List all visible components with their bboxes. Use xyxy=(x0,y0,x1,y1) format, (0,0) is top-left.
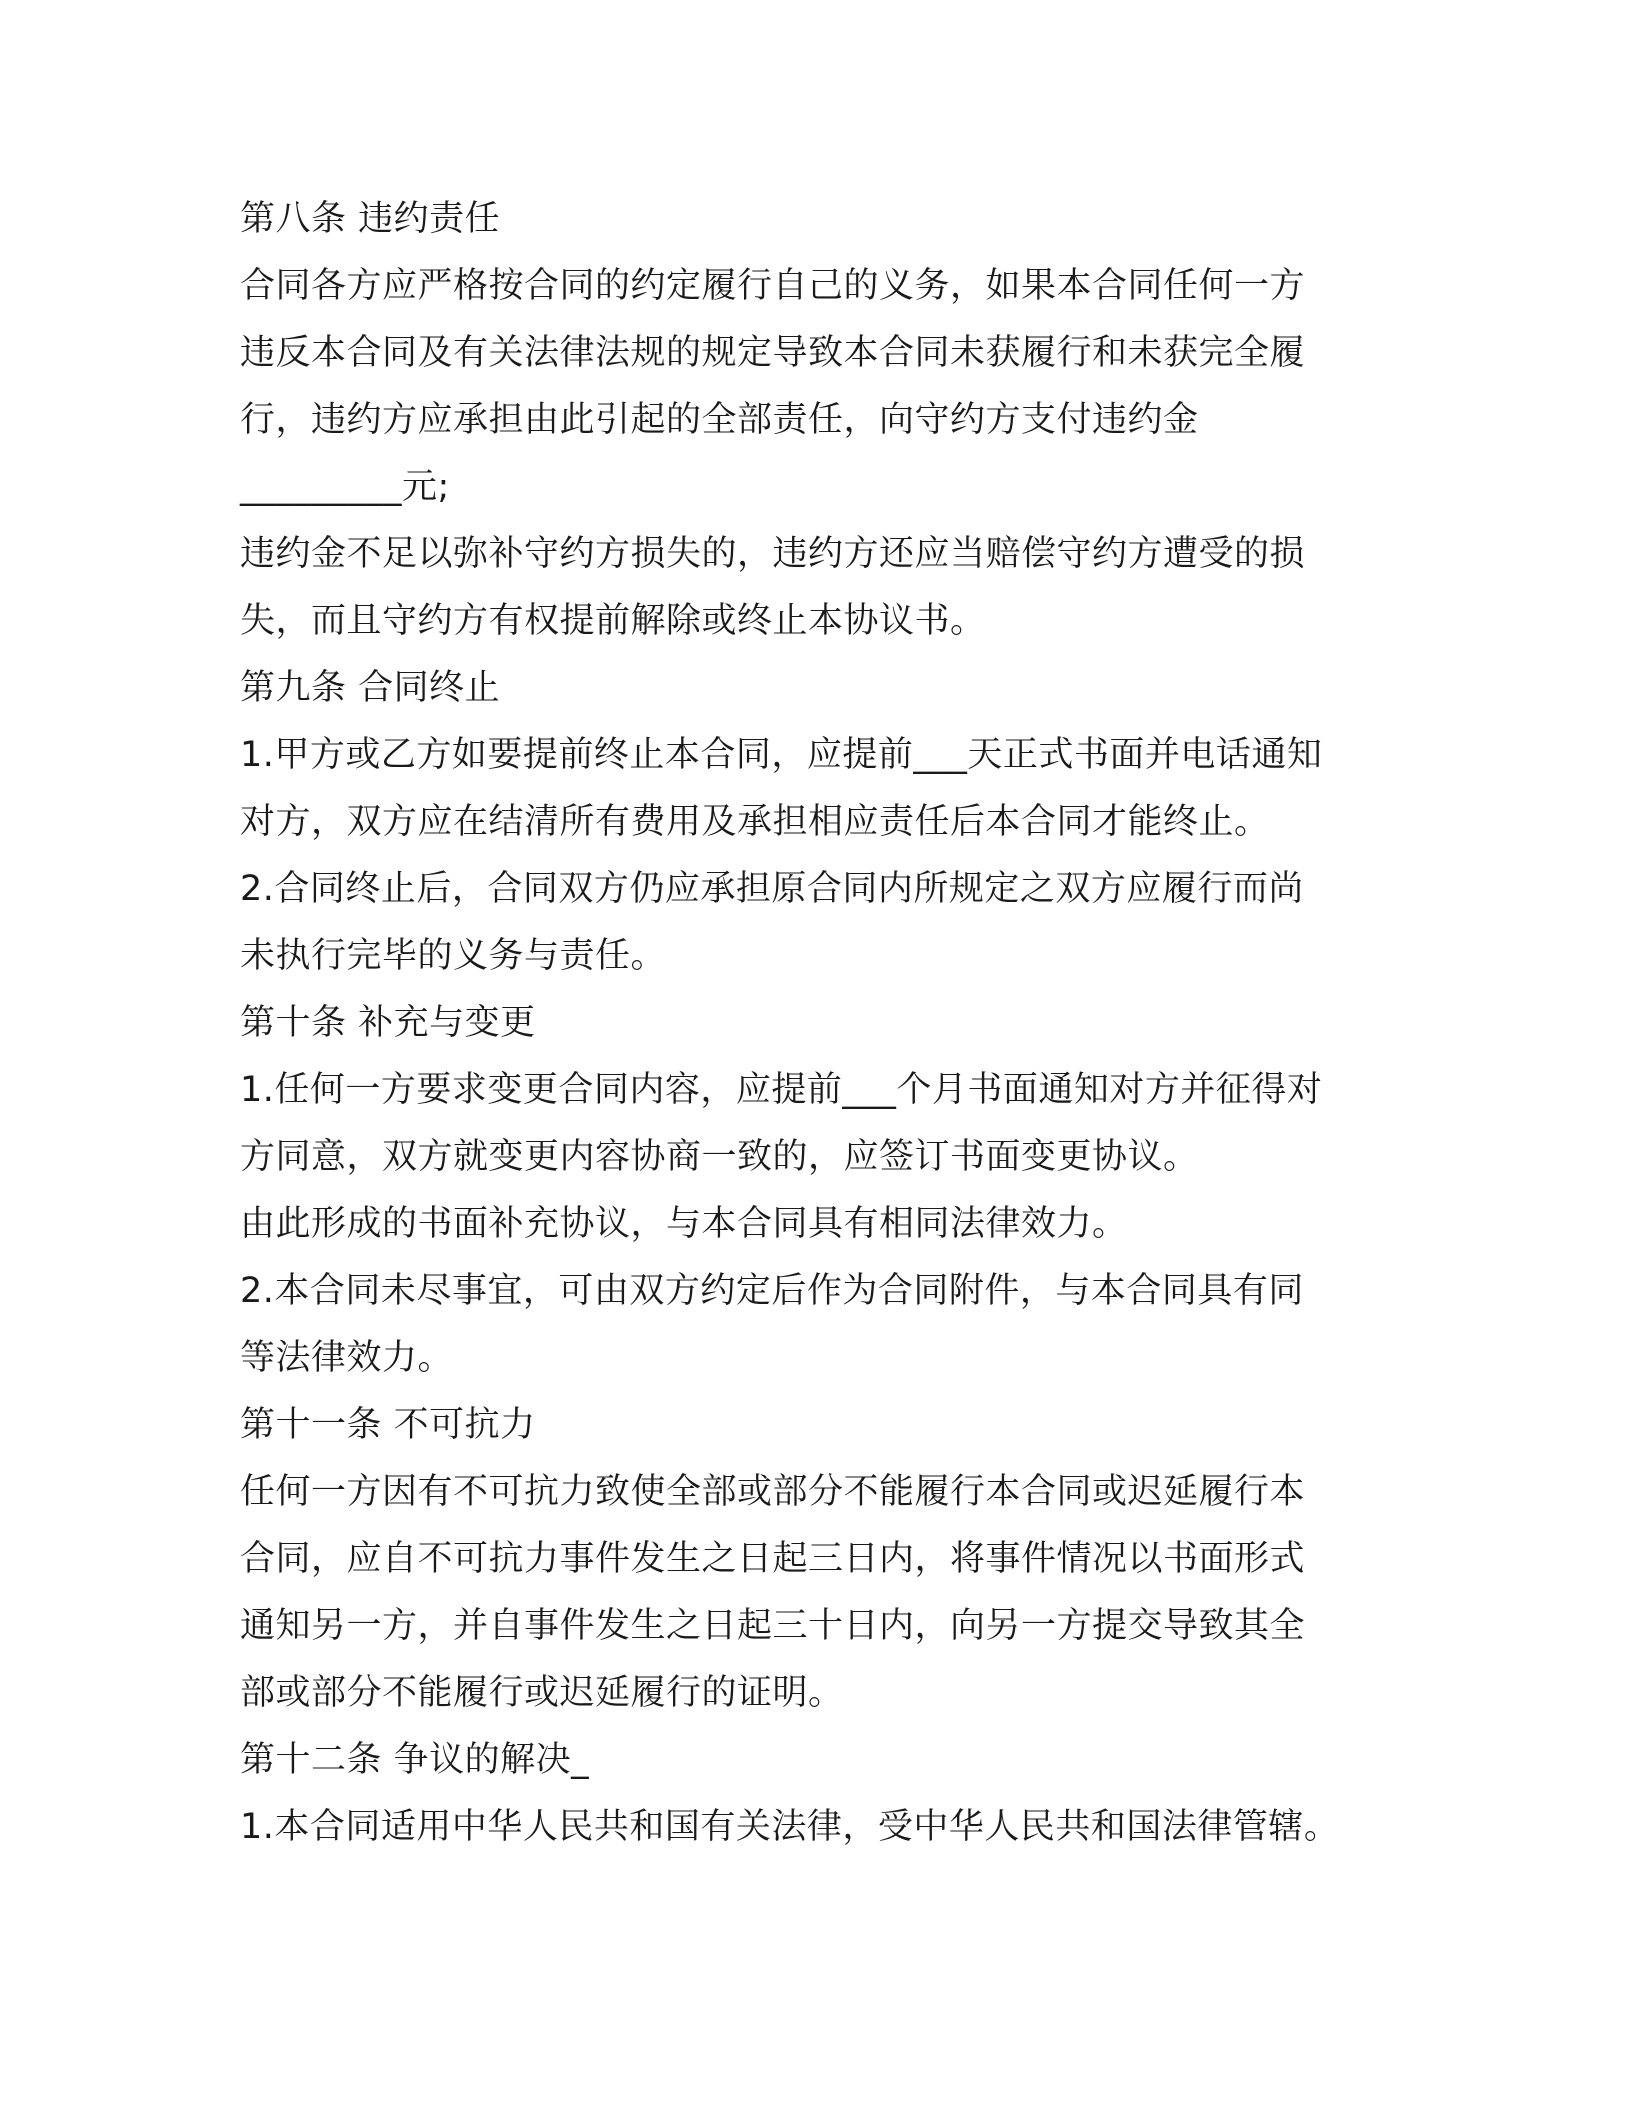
text-line: 合同各方应严格按合同的约定履行自己的义务，如果本合同任何一方 xyxy=(240,266,1306,306)
text-line: 违约金不足以弥补守约方损失的，违约方还应当赔偿守约方遭受的损 xyxy=(240,534,1306,574)
section-heading-12: 第十二条 争议的解决_ xyxy=(240,1740,590,1780)
text-line: 行，违约方应承担由此引起的全部责任，向守约方支付违约金 xyxy=(240,400,1199,440)
text-line: 2.本合同未尽事宜，可由双方约定后作为合同附件，与本合同具有同 xyxy=(240,1271,1304,1311)
section-heading-11: 第十一条 不可抗力 xyxy=(240,1405,536,1445)
text-line: 由此形成的书面补充协议，与本合同具有相同法律效力。 xyxy=(240,1204,1128,1244)
text-line: 1.甲方或乙方如要提前终止本合同，应提前___天正式书面并电话通知 xyxy=(240,735,1323,775)
section-heading-8: 第八条 违约责任 xyxy=(240,199,501,239)
document-body xyxy=(240,186,1400,1861)
text-line: _________元; xyxy=(240,467,450,507)
section-heading-9: 第九条 合同终止 xyxy=(240,668,501,708)
text-line: 未执行完毕的义务与责任。 xyxy=(240,936,667,976)
text-line: 通知另一方，并自事件发生之日起三十日内，向另一方提交导致其全 xyxy=(240,1606,1306,1646)
text-line: 方同意，双方就变更内容协商一致的，应签订书面变更协议。 xyxy=(240,1137,1199,1177)
section-heading-10: 第十条 补充与变更 xyxy=(240,1003,536,1043)
text-line: 合同，应自不可抗力事件发生之日起三日内，将事件情况以书面形式 xyxy=(240,1539,1306,1579)
text-line: 任何一方因有不可抗力致使全部或部分不能履行本合同或迟延履行本 xyxy=(240,1472,1306,1512)
text-line: 对方，双方应在结清所有费用及承担相应责任后本合同才能终止。 xyxy=(240,802,1270,842)
text-line: 违反本合同及有关法律法规的规定导致本合同未获履行和未获完全履 xyxy=(240,333,1306,373)
text-line: 2.合同终止后，合同双方仍应承担原合同内所规定之双方应履行而尚 xyxy=(240,869,1304,909)
text-line: 等法律效力。 xyxy=(240,1338,454,1378)
text-line: 1.本合同适用中华人民共和国有关法律，受中华人民共和国法律管辖。 xyxy=(240,1807,1340,1847)
text-line: 部或部分不能履行或迟延履行的证明。 xyxy=(240,1673,844,1713)
text-line: 1.任何一方要求变更合同内容，应提前___个月书面通知对方并征得对 xyxy=(240,1070,1323,1110)
text-line: 失，而且守约方有权提前解除或终止本协议书。 xyxy=(240,601,986,641)
